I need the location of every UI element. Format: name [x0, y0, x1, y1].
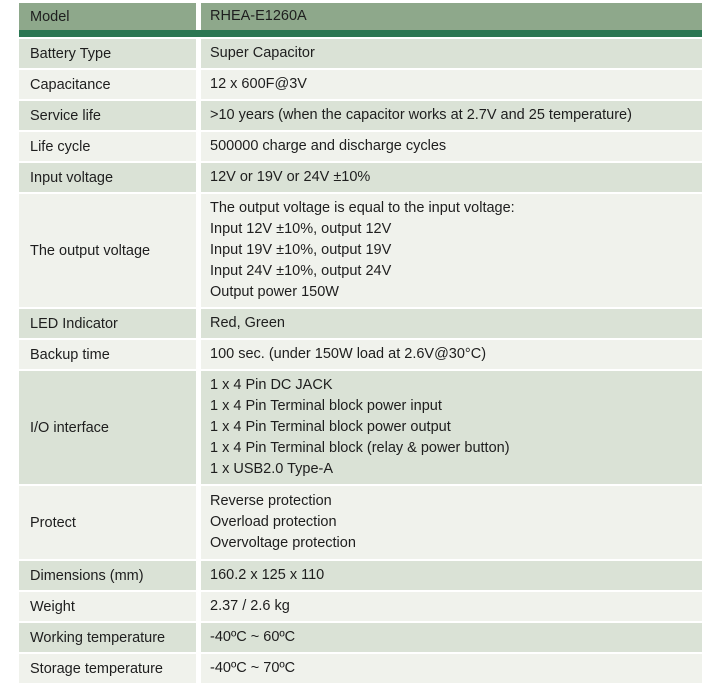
row-label [19, 592, 201, 621]
row-label-text: Life cycle [30, 138, 91, 155]
value-line: Red, Green [210, 315, 285, 331]
row-label-text: I/O interface [30, 419, 109, 436]
row-label [19, 371, 201, 484]
row-value [201, 163, 702, 192]
table-row-working-temperature [19, 623, 702, 652]
row-value [201, 654, 702, 683]
value-line: 160.2 x 125 x 110 [210, 567, 325, 583]
table-row-storage-temperature [19, 654, 702, 683]
value-line: Super Capacitor [210, 45, 315, 61]
value-line: 500000 charge and discharge cycles [210, 138, 447, 154]
row-label [19, 654, 201, 683]
row-label [19, 561, 201, 590]
table-row-protect [19, 486, 702, 559]
value-line: 2.37 / 2.6 kg [210, 598, 290, 614]
value-line: 1 x 4 Pin Terminal block (relay & power button) [210, 440, 510, 456]
row-label-text: Dimensions (mm) [30, 567, 144, 584]
table-row-led-indicator [19, 309, 702, 338]
model-value-cell [201, 3, 702, 30]
row-label [19, 132, 201, 161]
value-line: -40ºC ~ 70ºC [210, 660, 296, 676]
spec-table [19, 3, 702, 685]
value-line: 1 x USB2.0 Type-A [210, 461, 334, 477]
row-label-text: Storage temperature [30, 660, 163, 677]
value-line: Input 24V ±10%, output 24V [210, 263, 392, 279]
value-line: >10 years (when the capacitor works at 2.7V and 25 temperature) [210, 107, 632, 123]
row-label [19, 623, 201, 652]
value-line: 1 x 4 Pin Terminal block power output [210, 419, 451, 435]
row-label-text: Weight [30, 598, 75, 615]
value-line: Overload protection [210, 514, 337, 530]
row-label-text: The output voltage [30, 242, 151, 259]
row-value [201, 371, 702, 484]
row-value [201, 309, 702, 338]
table-row-dimensions [19, 561, 702, 590]
model-label: Model [30, 8, 70, 25]
table-row-weight [19, 592, 702, 621]
row-label-text: Protect [30, 514, 76, 531]
table-row-io-interface [19, 371, 702, 484]
model-label-cell [19, 3, 201, 30]
row-value [201, 101, 702, 130]
row-value [201, 592, 702, 621]
row-label [19, 70, 201, 99]
row-label [19, 101, 201, 130]
value-line: 1 x 4 Pin Terminal block power input [210, 398, 442, 414]
table-row-capacitance [19, 70, 702, 99]
row-label [19, 39, 201, 68]
row-label-text: Battery Type [30, 45, 112, 62]
table-row-battery-type [19, 39, 702, 68]
value-line: 12V or 19V or 24V ±10% [210, 169, 371, 185]
row-label-text: Service life [30, 107, 101, 124]
row-label-text: LED Indicator [30, 315, 118, 332]
table-row-life-cycle [19, 132, 702, 161]
table-row-service-life [19, 101, 702, 130]
table-row-input-voltage [19, 163, 702, 192]
value-line: Output power 150W [210, 284, 339, 300]
row-label [19, 194, 201, 307]
row-label [19, 340, 201, 369]
value-line: 100 sec. (under 150W load at 2.6V@30°C) [210, 346, 487, 362]
header-row [19, 3, 702, 30]
row-label-text: Capacitance [30, 76, 111, 93]
value-line: The output voltage is equal to the input voltage: [210, 200, 515, 216]
row-label-text: Backup time [30, 346, 110, 363]
table-row-output-voltage [19, 194, 702, 307]
row-value [201, 623, 702, 652]
header-separator-bar [19, 30, 702, 37]
row-value [201, 561, 702, 590]
row-value [201, 486, 702, 559]
value-line: 1 x 4 Pin DC JACK [210, 377, 333, 393]
row-label [19, 309, 201, 338]
value-line: Input 19V ±10%, output 19V [210, 242, 392, 258]
row-label [19, 486, 201, 559]
row-label-text: Working temperature [30, 629, 166, 646]
table-row-backup-time [19, 340, 702, 369]
value-line: Input 12V ±10%, output 12V [210, 221, 392, 237]
value-line: Overvoltage protection [210, 535, 356, 551]
row-value [201, 194, 702, 307]
value-line: 12 x 600F@3V [210, 76, 307, 92]
row-value [201, 132, 702, 161]
row-value [201, 340, 702, 369]
row-value [201, 39, 702, 68]
row-value [201, 70, 702, 99]
model-value: RHEA-E1260A [210, 8, 307, 24]
value-line: -40ºC ~ 60ºC [210, 629, 296, 645]
value-line: Reverse protection [210, 493, 332, 509]
row-label-text: Input voltage [30, 169, 114, 186]
row-label [19, 163, 201, 192]
